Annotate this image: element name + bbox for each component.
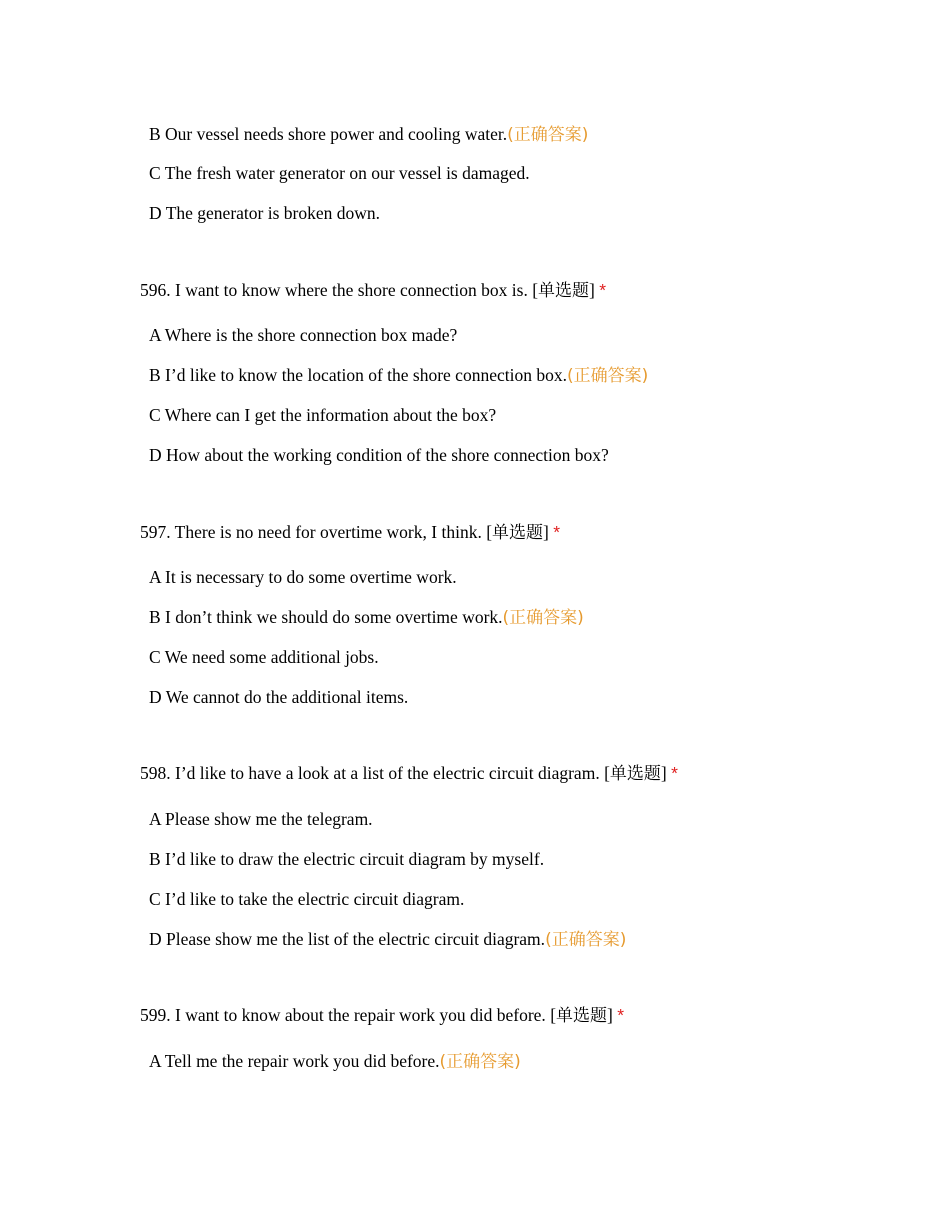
- option-b: [149, 364, 648, 387]
- type-bracket-open: [: [604, 763, 610, 783]
- question-text: 599. I want to know about the repair work you did before.: [140, 1005, 546, 1025]
- option-b: [149, 848, 544, 870]
- option-d: [149, 202, 380, 224]
- question-type: 单选题: [556, 1006, 608, 1026]
- option-text: D The generator is broken down.: [149, 203, 381, 223]
- option-a: [149, 324, 457, 346]
- question-599-title: [140, 1004, 624, 1027]
- question-type: 单选题: [609, 764, 661, 784]
- option-text: C We need some additional jobs.: [149, 647, 379, 667]
- option-text: B I’d like to know the location of the shore connection box.: [149, 365, 567, 385]
- type-bracket-open: [: [550, 1005, 557, 1025]
- correct-answer-tag: (正确答案): [439, 1052, 521, 1072]
- correct-answer-tag: (正确答案): [566, 366, 649, 386]
- option-text: B I don’t think we should do some overtime work.: [149, 607, 503, 627]
- option-d: [149, 928, 626, 951]
- option-text: A Tell me the repair work you did before.: [149, 1051, 440, 1071]
- option-text: B I’d like to draw the electric circuit diagram by myself.: [149, 849, 545, 869]
- required-star: *: [617, 1005, 625, 1025]
- option-b: [149, 606, 584, 629]
- option-c: [149, 646, 379, 668]
- question-type: 单选题: [492, 523, 544, 543]
- question-text: 598. I’d like to have a look at a list of the electric circuit diagram.: [140, 763, 600, 783]
- question-text: 596. I want to know where the shore connection box is.: [140, 280, 528, 300]
- correct-answer-tag: (正确答案): [545, 930, 627, 950]
- type-bracket-close: ]: [589, 280, 595, 300]
- option-text: D We cannot do the additional items.: [149, 687, 409, 707]
- type-bracket-open: [: [486, 522, 493, 542]
- question-text: 597. There is no need for overtime work, I think.: [140, 522, 482, 542]
- option-d: [149, 686, 408, 708]
- question-type: 单选题: [538, 281, 590, 301]
- option-c: [149, 404, 496, 426]
- option-text: D How about the working condition of the shore connection box?: [149, 445, 609, 465]
- option-text: A It is necessary to do some overtime work.: [149, 567, 457, 587]
- required-star: *: [553, 522, 561, 542]
- option-c: [149, 162, 530, 184]
- option-b: [149, 123, 588, 146]
- option-a: [149, 1050, 521, 1073]
- required-star: *: [599, 280, 607, 300]
- option-text: B Our vessel needs shore power and cooling water.: [149, 124, 508, 144]
- option-c: [149, 888, 464, 910]
- option-text: C I’d like to take the electric circuit diagram.: [149, 889, 465, 909]
- question-596-title: [140, 279, 606, 302]
- option-a: [149, 808, 373, 830]
- question-597-title: [140, 521, 560, 544]
- correct-answer-tag: (正确答案): [507, 125, 589, 145]
- correct-answer-tag: (正确答案): [502, 608, 584, 628]
- type-bracket-close: ]: [607, 1005, 613, 1025]
- option-text: C Where can I get the information about the box?: [149, 405, 497, 425]
- option-a: [149, 566, 457, 588]
- type-bracket-open: [: [532, 280, 539, 300]
- question-598-title: [140, 762, 678, 785]
- option-d: [149, 444, 609, 466]
- required-star: *: [671, 763, 678, 783]
- type-bracket-close: ]: [660, 763, 667, 783]
- type-bracket-close: ]: [543, 522, 549, 542]
- option-text: D Please show me the list of the electric circuit diagram.: [149, 929, 546, 949]
- option-text: C The fresh water generator on our vessel is damaged.: [149, 163, 530, 183]
- option-text: A Where is the shore connection box made?: [149, 325, 458, 345]
- option-text: A Please show me the telegram.: [149, 809, 373, 829]
